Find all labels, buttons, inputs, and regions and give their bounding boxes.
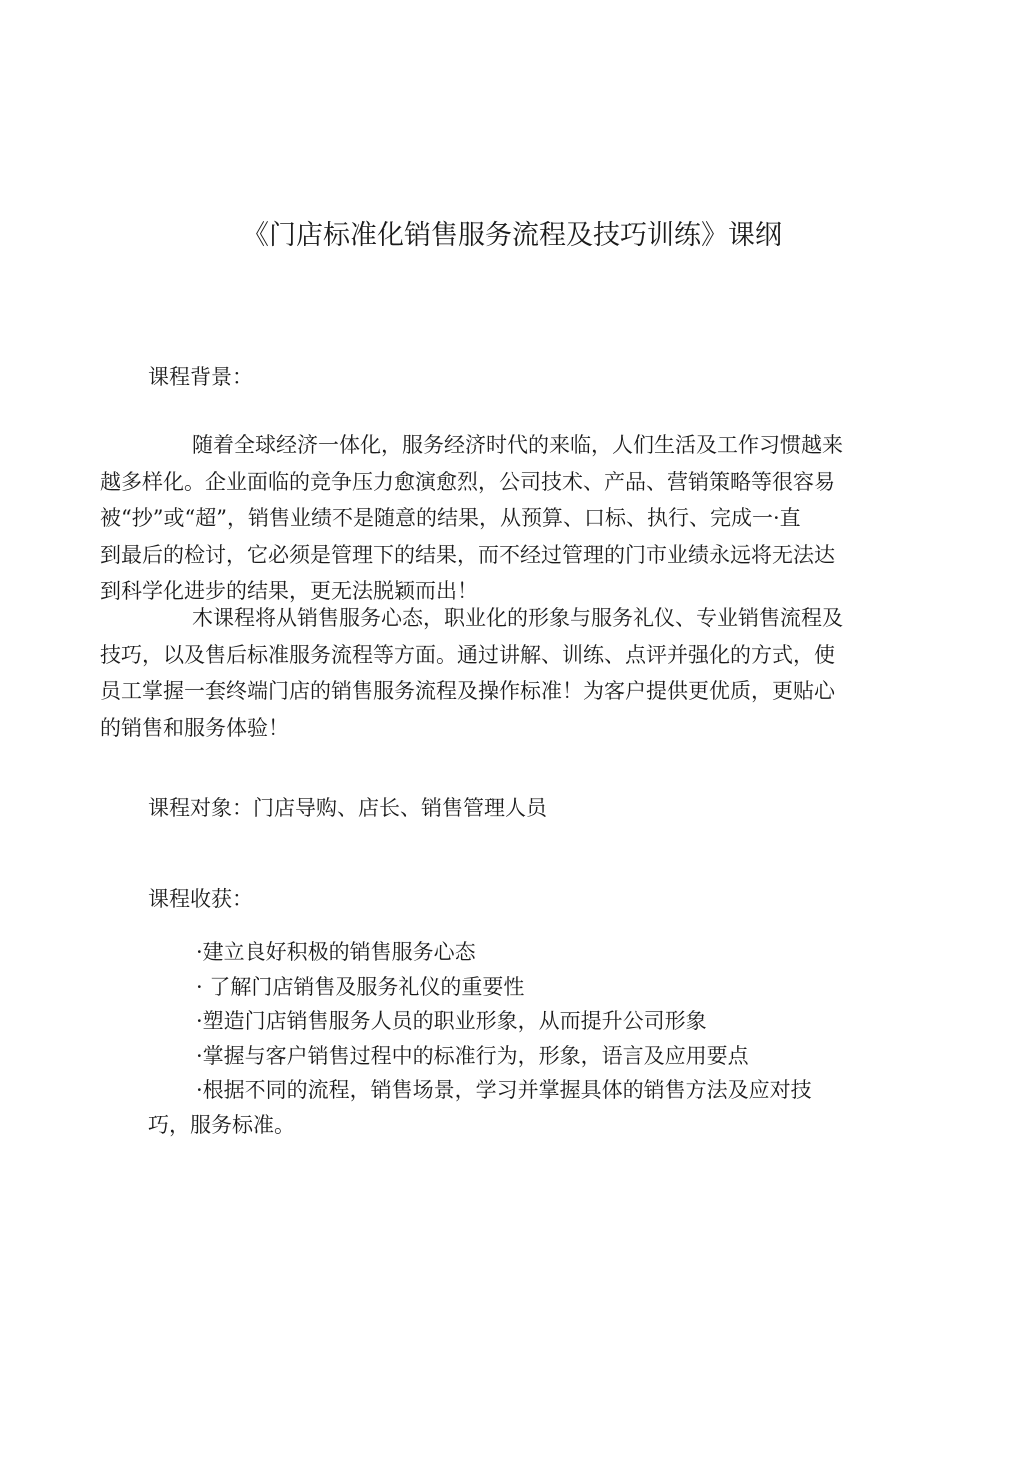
paragraph-line: 随着全球经济一体化，服务经济时代的来临，人们生活及工作习惯越来 [192,433,843,457]
paragraph-line: 到科学化进步的结果，更无法脱颖而出！ [100,579,478,603]
list-item: ·塑造门店销售服务人员的职业形象，从而提升公司形象 [196,1009,707,1033]
document-title: 《门店标准化销售服务流程及技巧训练》课纲 [242,220,782,251]
background-paragraph-2 [100,600,900,746]
paragraph-line: 到最后的检讨，它必须是管理下的结果，而不经过管理的门市业绩永远将无法达 [100,542,835,567]
list-item: · 了解门店销售及服务礼仪的重要性 [196,974,525,999]
paragraph-line: 被“抄”或“超”，销售业绩不是随意的结果，从预算、口标、执行、完成一·直 [100,506,801,530]
background-heading: 课程背景： [148,365,253,389]
list-item: ·根据不同的流程，销售场景，学习并掌握具体的销售方法及应对技 [196,1078,812,1102]
paragraph-line: 的销售和服务体验！ [100,715,289,740]
gains-heading: 课程收获： [148,887,253,911]
list-item: ·建立良好积极的销售服务心态 [196,940,476,964]
list-item: ·掌握与客户销售过程中的标准行为，形象，语言及应用要点 [196,1043,749,1068]
paragraph-line: 员工掌握一套终端门店的销售服务流程及操作标准！为客户提供更优质，更贴心 [100,679,835,703]
audience-line: 课程对象：门店导购、店长、销售管理人员 [148,796,547,820]
paragraph-line: 越多样化。企业面临的竞争压力愈演愈烈，公司技术、产品、营销策略等很容易 [100,469,835,494]
paragraph-line: 技巧，以及售后标准服务流程等方面。通过讲解、训练、点评并强化的方式，使 [100,642,835,667]
list-item-continuation: 巧，服务标准。 [148,1112,295,1137]
gains-list [148,935,908,1142]
paragraph-line: 木课程将从销售服务心态，职业化的形象与服务礼仪、专业销售流程及 [192,606,843,630]
background-paragraph-1 [100,427,900,610]
